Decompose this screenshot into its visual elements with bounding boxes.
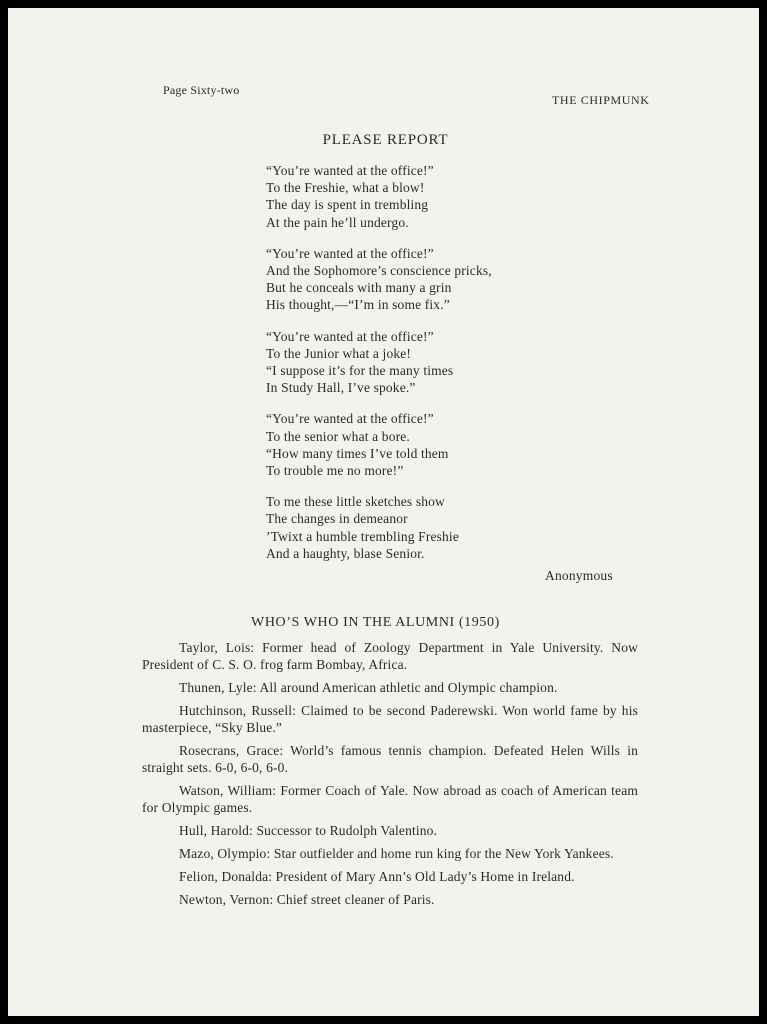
alumni-entry: Mazo, Olympio: Star outfielder and home run king for the New York Yankees. <box>179 846 614 861</box>
poem-stanza <box>266 162 492 231</box>
alumni-entry: Rosecrans, Grace: World’s famous tennis champion. Defeated Helen Wills in straight sets. 6-0, 6-0, 6-0. <box>142 743 638 775</box>
poem-title <box>8 132 759 149</box>
poem-line: The day is spent in trembling <box>266 197 429 213</box>
alumni-entry: Watson, William: Former Coach of Yale. Now abroad as coach of American team for Olympic games. <box>142 783 638 815</box>
poem-line: “You’re wanted at the office!” <box>266 411 434 427</box>
alumni-section-title: WHO’S WHO IN THE ALUMNI (1950) <box>251 615 500 630</box>
poem-line: At the pain he’ll undergo. <box>266 214 409 230</box>
alumni-entry: Thunen, Lyle: All around American athletic and Olympic champion. <box>179 680 558 695</box>
poem-line: To the Junior what a joke! <box>266 345 412 361</box>
poem-line: To trouble me no more!” <box>266 463 404 479</box>
poem-line: But he conceals with many a grin <box>266 280 452 296</box>
alumni-entry: Felion, Donalda: President of Mary Ann’s Old Lady’s Home in Ireland. <box>179 869 575 884</box>
poem-line: His thought,—“I’m in some fix.” <box>266 297 450 313</box>
alumni-entry: Hull, Harold: Successor to Rudolph Valentino. <box>179 823 438 838</box>
poem-stanza <box>266 245 492 314</box>
poem-line: To the Freshie, what a blow! <box>266 180 425 196</box>
poem-line: To the senior what a bore. <box>266 428 410 444</box>
poem-line: In Study Hall, I’ve spoke.” <box>266 380 416 396</box>
poem-body <box>266 162 492 576</box>
poem-line: The changes in demeanor <box>266 511 408 527</box>
poem-stanza <box>266 493 492 562</box>
page-number-label: Page Sixty-two <box>163 83 240 97</box>
poem-line: “I suppose it’s for the many times <box>266 363 454 379</box>
poem-line: And the Sophomore’s conscience pricks, <box>266 263 492 279</box>
poem-line: “How many times I’ve told them <box>266 445 449 461</box>
alumni-entry: Hutchinson, Russell: Claimed to be second Paderewski. Won world fame by his masterpiece, “Sky Blue.” <box>142 703 638 735</box>
alumni-entry: Taylor, Lois: Former head of Zoology Department in Yale University. Now President of C. S. O. frog farm Bombay, Africa. <box>142 640 638 672</box>
poem-line: “You’re wanted at the office!” <box>266 163 434 178</box>
poem-stanza <box>266 328 492 397</box>
publication-title: THE CHIPMUNK <box>552 93 650 107</box>
poem-line: “You’re wanted at the office!” <box>266 245 434 261</box>
poem-stanza <box>266 410 492 479</box>
poem-line: “You’re wanted at the office!” <box>266 328 434 344</box>
poem-title-text: PLEASE REPORT <box>322 132 449 148</box>
alumni-entry: Newton, Vernon: Chief street cleaner of Paris. <box>179 892 435 907</box>
poem-line: To me these little sketches show <box>266 494 445 510</box>
alumni-list <box>142 639 638 914</box>
poem-line: ’Twixt a humble trembling Freshie <box>266 528 459 544</box>
poem-line: And a haughty, blase Senior. <box>266 545 425 561</box>
poem-author: Anonymous <box>545 568 613 583</box>
document-page <box>8 8 759 1016</box>
